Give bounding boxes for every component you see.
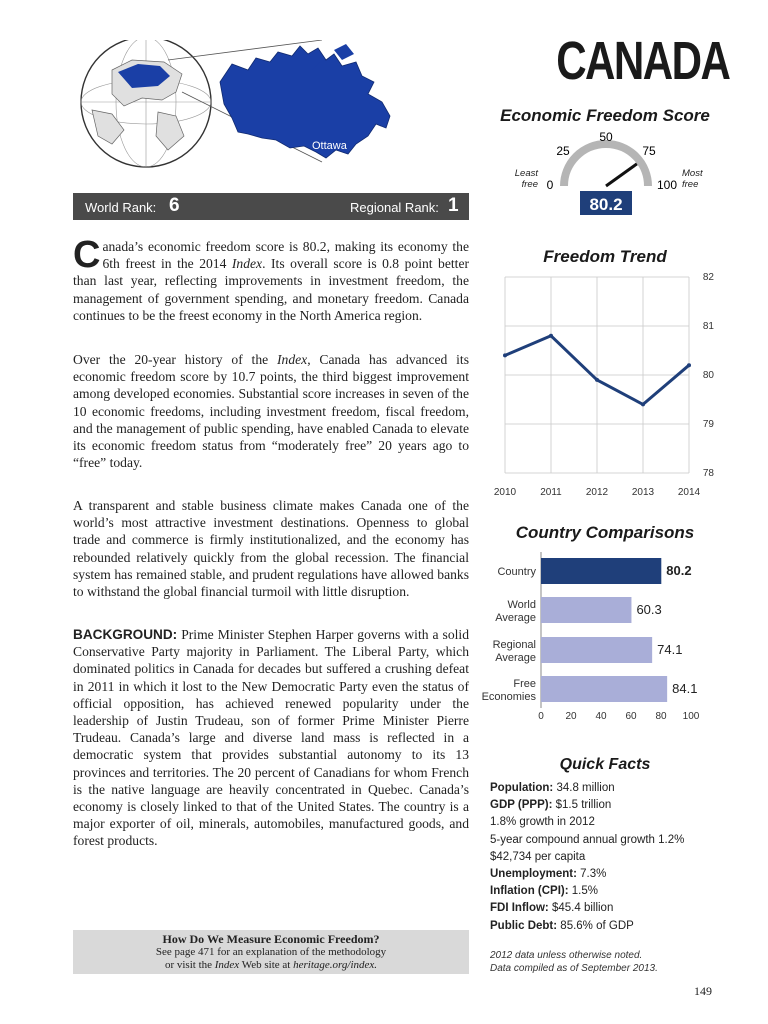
score-value: 80.2 <box>589 195 623 214</box>
country-title: CANADA <box>556 31 730 91</box>
score-title: Economic Freedom Score <box>500 106 710 125</box>
bar-category-label: Regional Average <box>492 639 536 664</box>
gauge-tick-25: 25 <box>556 144 570 158</box>
trend-x-tick-label: 2010 <box>493 487 517 498</box>
least-free-label: Least free <box>514 168 538 190</box>
trend-y-tick-label: 81 <box>702 321 714 332</box>
bar-category-label: Free Economies <box>481 678 536 703</box>
bar-value-label: 80.2 <box>666 563 692 578</box>
climate-paragraph: A transparent and stable business climate makes Canada one of the world’s most attractive investment destinations. Openness to global trade and commerce is firmly institutionalized, and the economy has rebounded relatively quickly from the global recession. The financial system has remained stable, and prudent regulations have allowed banks to withstand the global financial turmoil with little disruption. <box>73 498 469 600</box>
drop-cap: C <box>73 234 101 276</box>
canada-map-figure <box>72 40 402 190</box>
globe-icon <box>81 40 211 167</box>
comparison-bar <box>541 637 652 663</box>
trend-data-point <box>503 353 507 357</box>
capital-label: Ottawa <box>312 140 347 152</box>
trend-data-point <box>641 402 645 406</box>
trend-data-point <box>687 363 691 367</box>
methodology-heading: How Do We Measure Economic Freedom? <box>162 932 380 946</box>
rank-bar <box>73 193 469 220</box>
trend-x-tick-label: 2013 <box>631 487 655 498</box>
bar-x-tick-label: 80 <box>655 711 667 722</box>
trend-y-tick-label: 79 <box>702 419 714 430</box>
most-free-label: Most free <box>682 168 703 190</box>
fact-per-capita: $42,734 per capita <box>490 850 586 863</box>
bar-value-label: 84.1 <box>672 681 698 696</box>
bar-category-label: World Average <box>495 599 536 624</box>
trend-data-point <box>595 378 599 382</box>
trend-y-tick-label: 82 <box>702 272 714 283</box>
fact-gdp: GDP (PPP): $1.5 trillion <box>490 799 612 812</box>
bar-x-tick-label: 20 <box>565 711 577 722</box>
comparison-bar <box>541 676 667 702</box>
regional-rank-label: Regional Rank: <box>350 200 439 215</box>
trend-y-tick-label: 78 <box>702 468 714 479</box>
bar-x-tick-label: 0 <box>538 711 544 722</box>
fact-inflation: Inflation (CPI): 1.5% <box>490 885 598 898</box>
background-label: BACKGROUND: <box>73 627 178 642</box>
canada-map-shape <box>220 46 390 158</box>
data-notes <box>490 949 658 975</box>
fact-public-debt: Public Debt: 85.6% of GDP <box>490 919 634 932</box>
fact-unemployment: Unemployment: 7.3% <box>490 868 607 881</box>
intro-paragraph: Canada’s economic freedom score is 80.2, making its economy the 6th freest in the 2014 Index. Its overall score is 0.8 point better than last year, reflecting improvements in investment freedom, the management of government spending, and monetary freedom. Canada continues to be the freest economy in the North America region. <box>73 234 469 323</box>
trend-y-tick-label: 80 <box>702 370 714 381</box>
trend-x-tick-label: 2014 <box>677 487 701 498</box>
freedom-trend-chart <box>490 270 725 505</box>
fact-population: Population: 34.8 million <box>490 782 615 794</box>
gauge-tick-0: 0 <box>546 178 554 192</box>
regional-rank-value: 1 <box>448 195 459 216</box>
gauge-tick-75: 75 <box>642 144 656 158</box>
quick-facts-list <box>490 780 684 935</box>
bar-x-tick-label: 60 <box>625 711 637 722</box>
bar-value-label: 60.3 <box>636 602 662 617</box>
background-paragraph: BACKGROUND: Prime Minister Stephen Harper governs with a solid Conservative Party majority in Parliament. The Liberal Party, which dominated politics in Canada for decades but suffered a crushing defeat in 2011 in which it lost to the New Democratic Party even the status of official opposition, has achieved renewed popularity under the leadership of Justin Trudeau, son of former Prime Minister Pierre Trudeau. Canada’s large and diverse land mass is reflected in a democratic system that provides substantial autonomy to its 13 provinces and territories. The 20 percent of Canadians for whom French is the native language are heavily concentrated in Quebec. Canada’s economy is closely linked to that of the United States. The country is a major exporter of oil, minerals, automobiles, manufactured goods, and forest products. <box>73 627 469 849</box>
country-comparisons-chart <box>480 550 725 730</box>
page-number: 149 <box>694 984 712 998</box>
fact-fdi: FDI Inflow: $45.4 billion <box>490 902 614 915</box>
methodology-line-1: See page 471 for an explanation of the methodology <box>155 946 387 958</box>
bar-x-tick-label: 40 <box>595 711 607 722</box>
fact-growth: 1.8% growth in 2012 <box>490 816 595 829</box>
methodology-line-2: or visit the Index Web site at heritage.org/index. <box>164 959 378 971</box>
trend-data-point <box>549 334 553 338</box>
world-rank-label: World Rank: <box>85 200 157 215</box>
comparison-bar <box>541 558 661 584</box>
trend-title: Freedom Trend <box>543 247 667 266</box>
trend-x-tick-label: 2012 <box>585 487 609 498</box>
trend-x-tick-label: 2011 <box>540 487 562 498</box>
quick-facts-title: Quick Facts <box>559 756 651 773</box>
fact-cagr: 5-year compound annual growth 1.2% <box>490 833 685 846</box>
gauge-tick-100: 100 <box>656 178 678 192</box>
methodology-box <box>73 930 469 974</box>
bar-value-label: 74.1 <box>657 642 683 657</box>
comparison-bar <box>541 597 631 623</box>
world-rank-value: 6 <box>169 195 180 216</box>
history-paragraph: Over the 20-year history of the Index, Canada has advanced its economic freedom score by 10.7 points, the third biggest improvement among developed economies. Substantial score increases in seven of the 10 economic freedoms, including investment freedom, fiscal freedom, and the management of public spending, have enabled Canada to elevate its economic freedom status from “moderately free” 20 years ago to “free” today. <box>73 352 469 471</box>
bar-x-tick-label: 100 <box>682 711 700 722</box>
data-note-2: Data compiled as of September 2013. <box>490 963 658 974</box>
data-note-1: 2012 data unless otherwise noted. <box>490 950 643 961</box>
bar-category-label: Country <box>497 566 536 578</box>
gauge-tick-50: 50 <box>599 130 613 144</box>
comparisons-title: Country Comparisons <box>515 523 695 542</box>
gauge-needle <box>606 164 637 186</box>
